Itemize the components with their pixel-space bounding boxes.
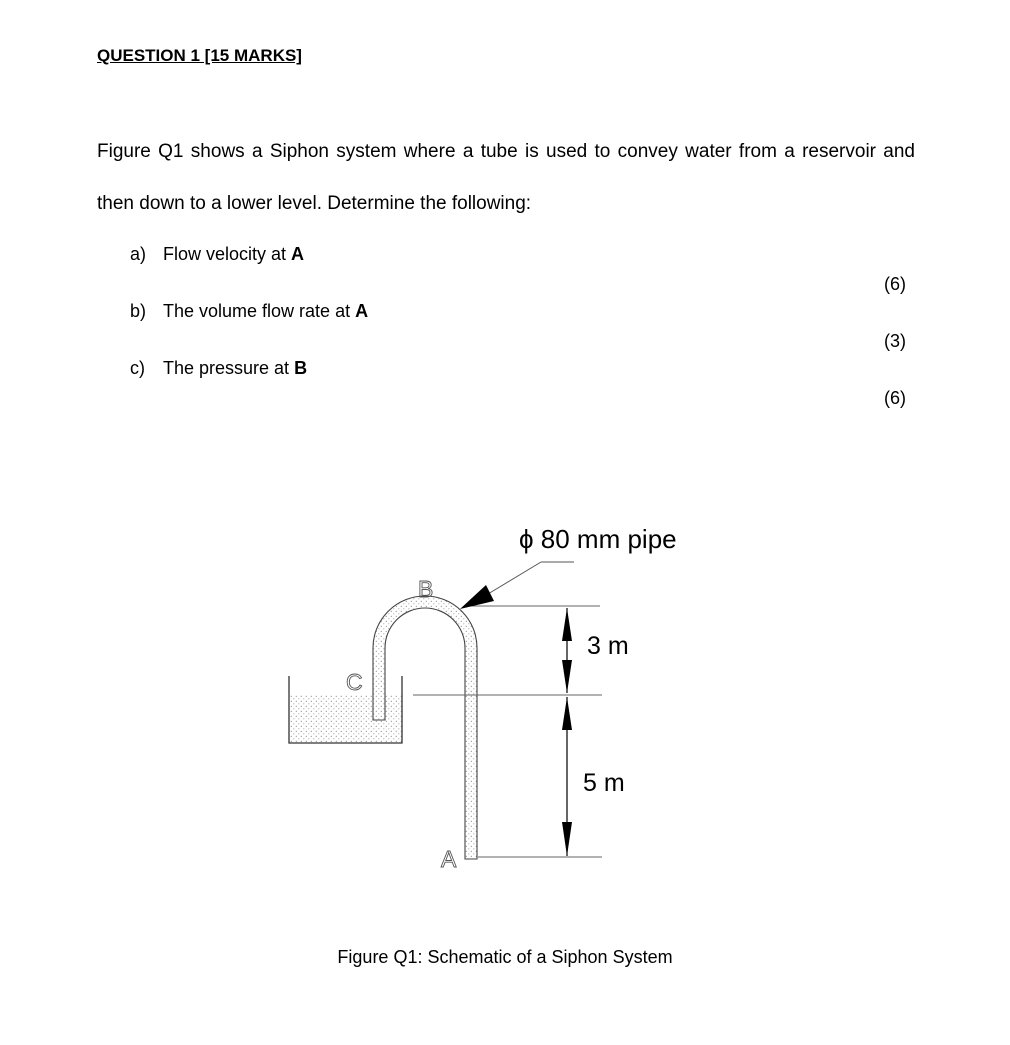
point-c-label: C xyxy=(346,669,363,695)
item-a-marks: (6) xyxy=(884,274,906,294)
item-c-marks: (6) xyxy=(884,388,906,408)
figure-caption: Figure Q1: Schematic of a Siphon System xyxy=(337,947,673,967)
item-a-bold: A xyxy=(291,244,305,264)
question-intro: Figure Q1 shows a Siphon system where a tube is used to convey water from a reservoir and then down to a lower level. Determine the following: xyxy=(97,141,915,214)
dim-upper-arrow-top xyxy=(562,608,572,641)
item-a-text: Flow velocity at xyxy=(163,244,292,264)
question-heading: QUESTION 1 [15 MARKS] xyxy=(97,46,302,65)
dim-lower-arrow-bottom xyxy=(562,822,572,856)
item-b-label: b) xyxy=(130,301,147,321)
pipe-leader-arrowhead xyxy=(460,585,494,609)
item-c-label: c) xyxy=(130,358,145,378)
item-b-bold: A xyxy=(355,301,369,321)
item-b-marks: (3) xyxy=(884,331,906,351)
dim-lower-arrow-top xyxy=(562,697,572,730)
item-c-bold: B xyxy=(294,358,308,378)
item-b-text: The volume flow rate at xyxy=(163,301,356,321)
pipe-label: ϕ 80 mm pipe xyxy=(519,524,677,554)
dim-upper-arrow-bottom xyxy=(562,660,572,693)
point-a-label: A xyxy=(441,846,457,872)
item-c-text: The pressure at xyxy=(163,358,295,378)
dim-lower-label: 5 m xyxy=(583,769,625,797)
point-b-label: B xyxy=(418,576,434,602)
dim-upper-label: 3 m xyxy=(587,632,629,660)
item-a-label: a) xyxy=(130,244,147,264)
